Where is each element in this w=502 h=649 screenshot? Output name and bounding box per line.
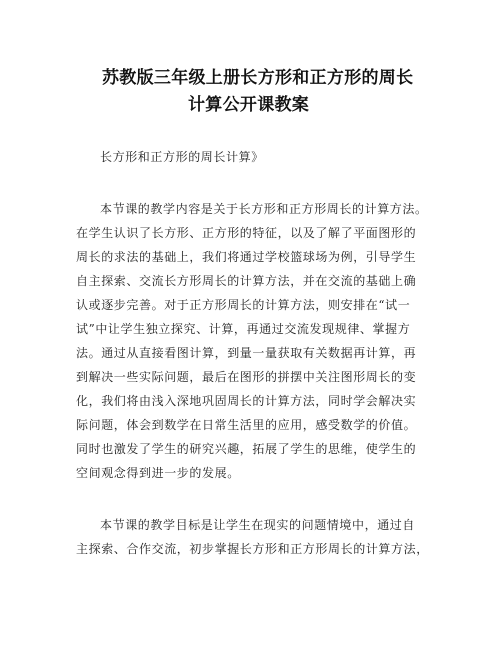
paragraph-2-line: 本节课的教学目标是让学生在现实的问题情境中，通过自 (100, 518, 416, 532)
paragraph-1-line: 在学生认识了长方形、正方形的特征，以及了解了平面图形的 (76, 226, 417, 240)
paragraph-1-line: 本节课的教学内容是关于长方形和正方形周长的计算方法。 (100, 202, 428, 216)
paragraph-1-line: 到解决一些实际问题，最后在图形的拼摆中关注图形周长的变 (76, 370, 417, 384)
paragraph-1-line: 试”中让学生独立探究、计算，再通过交流发现规律、掌握方 (76, 322, 411, 336)
paragraph-1-line: 化，我们将由浅入深地巩固周长的计算方法，同时学会解决实 (76, 394, 417, 408)
paragraph-1-line: 法。通过从直接看图计算，到量一量获取有关数据再计算，再 (76, 346, 417, 360)
document-title-line-2: 计算公开课教案 (188, 95, 310, 115)
paragraph-2-line: 主探索、合作交流，初步掌握长方形和正方形周长的计算方法， (76, 542, 429, 556)
paragraph-1-line: 周长的求法的基础上，我们将通过学校篮球场为例，引导学生 (76, 250, 417, 264)
subheading: 长方形和正方形的周长计算》 (100, 150, 264, 164)
paragraph-1-line: 自主探索、交流长方形周长的计算方法，并在交流的基础上确 (76, 274, 417, 288)
paragraph-1-line: 空间观念得到进一步的发展。 (76, 466, 240, 480)
paragraph-1-line: 认或逐步完善。对于正方形周长的计算方法，则安排在“试一 (76, 298, 411, 312)
document-title-line-1: 苏教版三年级上册长方形和正方形的周长 (102, 68, 414, 88)
paragraph-1-line: 同时也激发了学生的研究兴趣，拓展了学生的思维，使学生的 (76, 442, 417, 456)
paragraph-1-line: 际问题，体会到数学在日常生活里的应用，感受数学的价值。 (76, 418, 417, 432)
